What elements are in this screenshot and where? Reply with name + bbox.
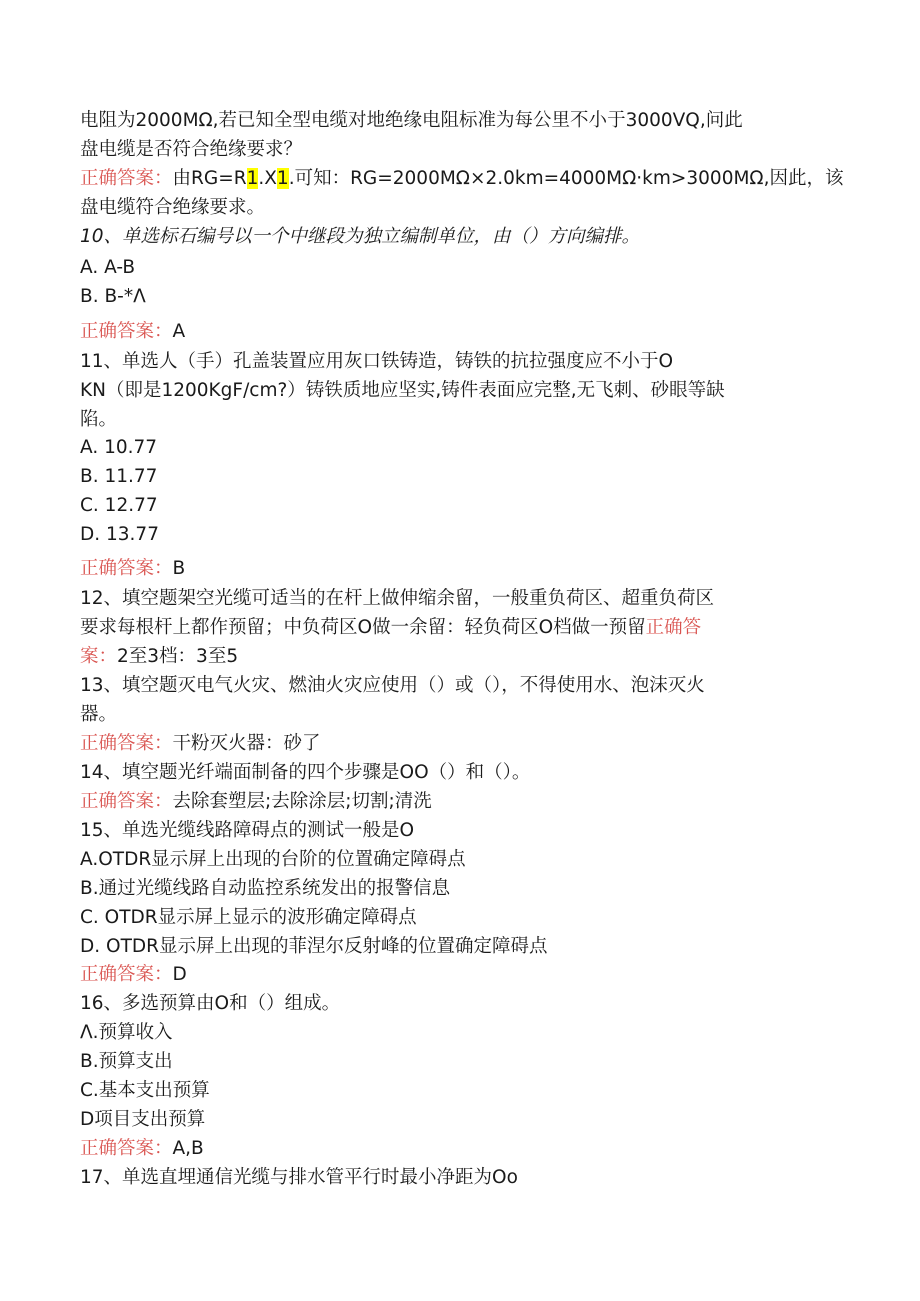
answer-label: 正确答案： xyxy=(80,1138,173,1159)
highlighted-text: 1 xyxy=(246,168,259,189)
answer-label: 正确答 xyxy=(645,617,702,638)
answer-text: 2至3档：3至5 xyxy=(117,646,239,667)
option: A. 10.77 xyxy=(80,437,158,458)
question-16: 16、多选预算由O和（）组成。 xyxy=(80,993,341,1014)
answer-label: 正确答案： xyxy=(80,168,173,189)
answer-11 xyxy=(80,554,185,583)
option: B. B-*Λ xyxy=(80,286,146,307)
option: B.预算支出 xyxy=(80,1051,173,1072)
answer-14 xyxy=(80,787,432,816)
option: B. 11.77 xyxy=(80,466,158,487)
answer-15 xyxy=(80,960,187,989)
question-9-text: 电阻为2000MΩ,若已知全型电缆对地绝缘电阻标准为每公里不小于3000VQ,问此 xyxy=(80,110,743,131)
answer-text: 由RG=R xyxy=(172,168,247,189)
answer-text: 干粉灭火器：砂了 xyxy=(172,733,321,754)
answer-label: 正确答案： xyxy=(80,733,173,754)
question-11: 11、单选人（手）孔盖装置应用灰口铁铸造，铸铁的抗拉强度应不小于O xyxy=(80,351,674,372)
option: Λ.预算收入 xyxy=(80,1022,173,1043)
answer-text: .X xyxy=(258,168,277,189)
question-13-text: 器。 xyxy=(80,704,118,725)
answer-text: A xyxy=(172,321,186,342)
question-14: 14、填空题光纤端面制备的四个步骤是OO（）和（）。 xyxy=(80,762,531,783)
question-15: 15、单选光缆线路障碍点的测试一般是O xyxy=(80,820,415,841)
answer-16 xyxy=(80,1134,204,1163)
option: D项目支出预算 xyxy=(80,1109,206,1130)
question-12-text xyxy=(80,613,701,642)
question-11-text: 陷。 xyxy=(80,409,118,430)
answer-10 xyxy=(80,317,185,346)
answer-text: .可知：RG=2000MΩ×2.0km=4000MΩ·km>3000MΩ,因此，该 xyxy=(288,168,844,189)
answer-text: D xyxy=(172,964,187,985)
option: A. A-B xyxy=(80,257,136,278)
question-text: 要求每根杆上都作预留；中负荷区O做一余留：轻负荷区O档做一预留 xyxy=(80,617,646,638)
question-12: 12、填空题架空光缆可适当的在杆上做伸缩余留，一般重负荷区、超重负荷区 xyxy=(80,588,715,609)
question-13: 13、填空题灭电气火灾、燃油火灾应使用（）或（），不得使用水、泡沫灭火 xyxy=(80,675,705,696)
answer-label: 正确答案： xyxy=(80,791,173,812)
option: D. 13.77 xyxy=(80,524,159,545)
answer-9-text: 盘电缆符合绝缘要求。 xyxy=(80,197,266,218)
option: B.通过光缆线路自动监控系统发出的报警信息 xyxy=(80,878,451,899)
option: D. OTDR显示屏上出现的菲涅尔反射峰的位置确定障碍点 xyxy=(80,936,548,957)
answer-label: 正确答案： xyxy=(80,321,173,342)
option: A.OTDR显示屏上出现的台阶的位置确定障碍点 xyxy=(80,849,466,870)
answer-9 xyxy=(80,164,843,193)
highlighted-text: 1 xyxy=(276,168,289,189)
question-17: 17、单选直埋通信光缆与排水管平行时最小净距为Oo xyxy=(80,1167,518,1188)
answer-text: A,B xyxy=(172,1138,204,1159)
answer-label: 正确答案： xyxy=(80,964,173,985)
question-9-text: 盘电缆是否符合绝缘要求？ xyxy=(80,139,303,160)
answer-text: 去除套塑层;去除涂层;切割;清洗 xyxy=(172,791,432,812)
option: C. 12.77 xyxy=(80,495,158,516)
option: C.基本支出预算 xyxy=(80,1080,210,1101)
answer-13 xyxy=(80,729,321,758)
answer-label: 案： xyxy=(80,646,118,667)
question-10: 10、单选标石编号以一个中继段为独立编制单位，由（）方向编排。 xyxy=(80,226,641,247)
answer-12 xyxy=(80,642,238,671)
answer-label: 正确答案： xyxy=(80,558,173,579)
option: C. OTDR显示屏上显示的波形确定障碍点 xyxy=(80,907,417,928)
question-11-text: KN（即是1200KgF/cm?）铸铁质地应坚实,铸件表面应完整,无飞刺、砂眼等缺 xyxy=(80,380,725,401)
answer-text: B xyxy=(172,558,186,579)
